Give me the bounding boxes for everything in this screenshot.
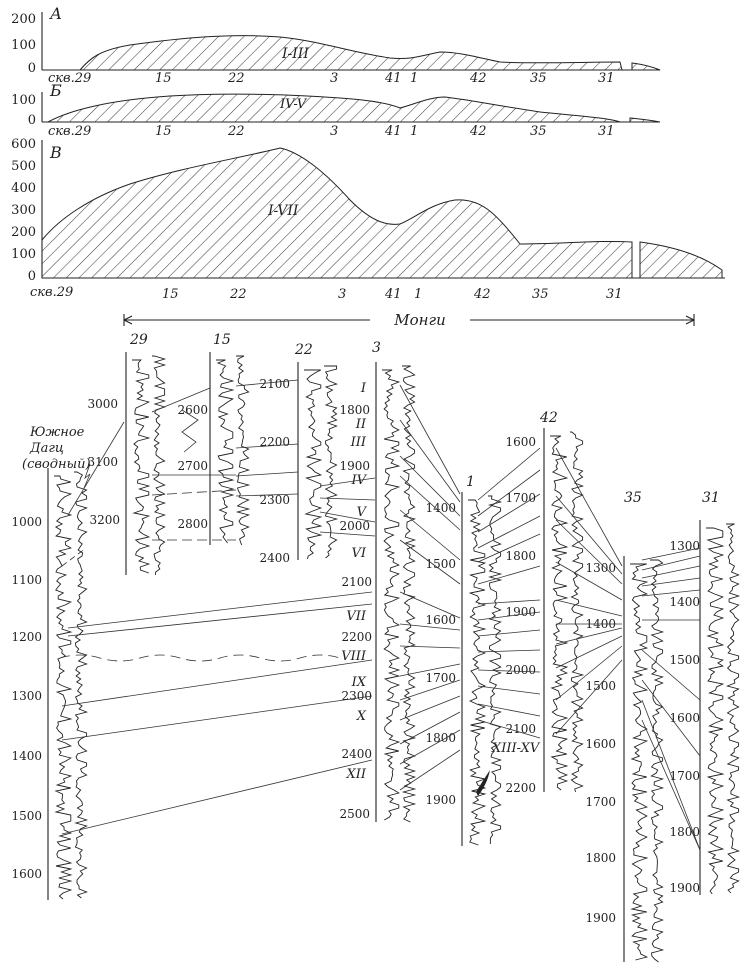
w3-depth: 1800 bbox=[339, 403, 370, 417]
w22-depth: 2200 bbox=[259, 435, 290, 449]
panel-b-well: 1 bbox=[410, 124, 419, 139]
corr-line bbox=[556, 636, 622, 668]
panel-b-well: 31 bbox=[598, 124, 615, 139]
panel-v-tick: 0 bbox=[27, 269, 36, 284]
panel-b-area-tail bbox=[630, 118, 660, 122]
well-35-header: 35 bbox=[624, 490, 642, 506]
corr-line bbox=[62, 760, 372, 834]
horizon-label: XII bbox=[346, 767, 366, 782]
panel-v-well: 3 bbox=[338, 287, 347, 302]
panel-a-well: 35 bbox=[530, 71, 547, 86]
panel-a-tick: 0 bbox=[27, 61, 36, 76]
panel-v bbox=[11, 137, 725, 302]
well-42-header: 42 bbox=[540, 410, 558, 426]
dashed-line bbox=[62, 548, 86, 566]
well-29-header: 29 bbox=[130, 332, 148, 348]
panel-a-well: 31 bbox=[598, 71, 615, 86]
panel-a-area-tail bbox=[632, 63, 660, 70]
well-logs bbox=[48, 352, 739, 962]
w42-depth: 2200 bbox=[505, 781, 536, 795]
panel-a bbox=[11, 4, 660, 86]
w42-log-curve-right bbox=[570, 432, 583, 792]
corr-line bbox=[556, 600, 622, 616]
panel-b-well: 15 bbox=[155, 124, 172, 139]
w35-log-curve-left bbox=[630, 564, 647, 960]
w31-depth: 1300 bbox=[669, 539, 700, 553]
panel-a-well: 3 bbox=[330, 71, 339, 86]
w3-depth: 2300 bbox=[341, 689, 372, 703]
w3-depth: 1900 bbox=[339, 459, 370, 473]
corr-line bbox=[642, 578, 700, 586]
corr-line bbox=[400, 420, 460, 502]
panel-v-tick: 400 bbox=[11, 181, 36, 196]
well-22-header: 22 bbox=[295, 342, 313, 358]
w3-depth: 2000 bbox=[339, 519, 370, 533]
composite-depth: 1200 bbox=[11, 630, 42, 644]
corr-line bbox=[68, 592, 372, 628]
panel-b-well-prefix: скв.29 bbox=[48, 124, 92, 139]
dashed-wavy-line bbox=[60, 655, 340, 661]
corr-line bbox=[62, 660, 372, 706]
panel-v-area-tail bbox=[640, 242, 722, 278]
w35-depth: 1800 bbox=[585, 851, 616, 865]
panel-b-letter: Б bbox=[50, 81, 62, 100]
panel-v-well: 41 bbox=[385, 287, 402, 302]
panel-a-well-prefix: скв.29 bbox=[48, 71, 92, 86]
panel-b-tick: 0 bbox=[27, 113, 36, 128]
w1-depth: 1500 bbox=[425, 557, 456, 571]
region-label: Монги bbox=[394, 311, 446, 329]
panel-v-well: 35 bbox=[532, 287, 549, 302]
composite-depth: 1000 bbox=[11, 515, 42, 529]
well-3-header: 3 bbox=[372, 340, 381, 356]
panel-v-tick: 100 bbox=[11, 247, 36, 262]
well-31-header: 31 bbox=[702, 490, 720, 506]
panel-a-well: 41 bbox=[385, 71, 402, 86]
panel-b-well: 22 bbox=[228, 124, 245, 139]
panel-a-label: I-III bbox=[282, 46, 309, 62]
w31-depth: 1800 bbox=[669, 825, 700, 839]
corr-line bbox=[556, 660, 622, 734]
w29-depth: 3000 bbox=[87, 397, 118, 411]
w31-log-curve-left bbox=[706, 528, 723, 894]
panel-a-well: 1 bbox=[410, 71, 419, 86]
panel-v-well: 31 bbox=[606, 287, 623, 302]
panel-b-well: 42 bbox=[470, 124, 487, 139]
corr-line bbox=[478, 686, 540, 694]
w3-depth: 2400 bbox=[341, 747, 372, 761]
w29-depth: 3200 bbox=[89, 513, 120, 527]
w3-depth: 2500 bbox=[339, 807, 370, 821]
horizon-label: I bbox=[360, 381, 366, 396]
panel-v-tick: 500 bbox=[11, 159, 36, 174]
composite-depth: 1400 bbox=[11, 749, 42, 763]
panel-v-tick: 300 bbox=[11, 203, 36, 218]
horizon-label: II bbox=[355, 417, 366, 432]
corr-line bbox=[478, 566, 540, 584]
well-1-header: 1 bbox=[466, 474, 475, 490]
w31-depth: 1600 bbox=[669, 711, 700, 725]
horizon-label: IV bbox=[351, 473, 366, 488]
w35-depth: 1400 bbox=[585, 617, 616, 631]
w31-depth: 1500 bbox=[669, 653, 700, 667]
region-bracket bbox=[124, 311, 694, 329]
composite-depth: 1300 bbox=[11, 689, 42, 703]
panel-v-well-prefix: скв.29 bbox=[30, 285, 74, 300]
panel-v-label: I-VII bbox=[268, 203, 299, 219]
w35-depth: 1600 bbox=[585, 737, 616, 751]
w3-depth: 2100 bbox=[341, 575, 372, 589]
w22-depth: 2400 bbox=[259, 551, 290, 565]
panel-b bbox=[11, 81, 660, 139]
panel-b-well: 3 bbox=[330, 124, 339, 139]
w3-depth: 2200 bbox=[341, 630, 372, 644]
panel-v-tick: 600 bbox=[11, 137, 36, 152]
panel-v-well: 15 bbox=[162, 287, 179, 302]
panel-v-area bbox=[42, 148, 632, 278]
w35-depth: 1300 bbox=[585, 561, 616, 575]
w15-depth: 2800 bbox=[177, 517, 208, 531]
w1-depth: 1400 bbox=[425, 501, 456, 515]
corr-line bbox=[62, 696, 372, 740]
corr-line bbox=[478, 650, 540, 652]
well-1-feature bbox=[476, 770, 490, 796]
panel-a-area bbox=[80, 36, 622, 70]
corr-line bbox=[320, 478, 375, 486]
composite-label-line: Южное bbox=[30, 425, 85, 440]
horizon-label: X bbox=[356, 709, 366, 724]
corr-line bbox=[478, 600, 540, 604]
w35-depth: 1900 bbox=[585, 911, 616, 925]
composite-log-curve-right bbox=[74, 472, 87, 898]
panel-v-well: 22 bbox=[230, 287, 247, 302]
w1-depth: 1700 bbox=[425, 671, 456, 685]
horizon-label: III bbox=[350, 435, 366, 450]
panel-b-tick: 100 bbox=[11, 93, 36, 108]
w31-depth: 1400 bbox=[669, 595, 700, 609]
panel-v-letter: В bbox=[50, 143, 62, 162]
w42-depth: 1700 bbox=[505, 491, 536, 505]
horizon-label: VIII bbox=[341, 649, 366, 664]
w42-depth: 2100 bbox=[505, 722, 536, 736]
panel-a-well: 15 bbox=[155, 71, 172, 86]
w31-log-curve-right bbox=[726, 524, 739, 893]
correlation-lines bbox=[60, 380, 700, 850]
horizon-label: VI bbox=[351, 546, 366, 561]
composite-log-curve-left bbox=[54, 476, 71, 899]
w42-depth: 1900 bbox=[505, 605, 536, 619]
corr-line bbox=[68, 604, 372, 636]
panel-v-tick: 200 bbox=[11, 225, 36, 240]
panel-v-well: 42 bbox=[474, 287, 491, 302]
w15-log-curve-left bbox=[216, 360, 233, 543]
w1-log-curve-left bbox=[468, 500, 485, 845]
w22-log-curve-left bbox=[304, 370, 321, 559]
w29-depth: 3100 bbox=[87, 455, 118, 469]
w42-depth: 1600 bbox=[505, 435, 536, 449]
w15-depth: 2700 bbox=[177, 459, 208, 473]
panel-a-well: 22 bbox=[228, 71, 245, 86]
panel-a-letter: А bbox=[50, 4, 63, 23]
panel-a-tick: 100 bbox=[11, 38, 36, 53]
w42-depth: 2000 bbox=[505, 663, 536, 677]
panel-a-tick: 200 bbox=[11, 12, 36, 27]
w15-log-curve-right bbox=[236, 356, 249, 545]
composite-depth: 1100 bbox=[11, 573, 42, 587]
group-label: XIII-XV bbox=[492, 741, 540, 756]
horizon-label: VII bbox=[346, 609, 366, 624]
w22-depth: 2300 bbox=[259, 493, 290, 507]
corr-line bbox=[478, 516, 540, 548]
w29-log-curve-right bbox=[152, 356, 165, 575]
w15-depth: 2600 bbox=[177, 403, 208, 417]
w22-log-curve-right bbox=[324, 366, 337, 558]
w31-depth: 1700 bbox=[669, 769, 700, 783]
w3-log-curve-left bbox=[382, 370, 399, 820]
panel-v-well: 1 bbox=[414, 287, 423, 302]
composite-label-line: (сводный) bbox=[22, 457, 91, 472]
horizon-label: V bbox=[356, 505, 366, 520]
w42-depth: 1800 bbox=[505, 549, 536, 563]
composite-label bbox=[22, 425, 91, 472]
well-15-header: 15 bbox=[213, 332, 231, 348]
panel-b-area bbox=[48, 94, 620, 122]
w35-depth: 1500 bbox=[585, 679, 616, 693]
w1-depth: 1600 bbox=[425, 613, 456, 627]
corr-line bbox=[478, 630, 540, 636]
w29-log-curve-left bbox=[132, 360, 149, 573]
corr-line bbox=[478, 704, 540, 716]
panel-b-well: 41 bbox=[385, 124, 402, 139]
w42-log-curve-left bbox=[550, 436, 567, 790]
panel-b-well: 35 bbox=[530, 124, 547, 139]
panel-b-label: IV-V bbox=[280, 97, 307, 112]
panel-a-well: 42 bbox=[470, 71, 487, 86]
w1-depth: 1900 bbox=[425, 793, 456, 807]
w35-depth: 1700 bbox=[585, 795, 616, 809]
w22-depth: 2100 bbox=[259, 377, 290, 391]
composite-depth: 1600 bbox=[11, 867, 42, 881]
corr-line bbox=[236, 472, 298, 476]
horizon-label: IX bbox=[351, 675, 366, 690]
w1-depth: 1800 bbox=[425, 731, 456, 745]
corr-line bbox=[400, 750, 460, 790]
corr-line bbox=[556, 448, 622, 566]
composite-depth: 1500 bbox=[11, 809, 42, 823]
composite-label-line: Дагц bbox=[30, 441, 64, 456]
w31-depth: 1900 bbox=[669, 881, 700, 895]
